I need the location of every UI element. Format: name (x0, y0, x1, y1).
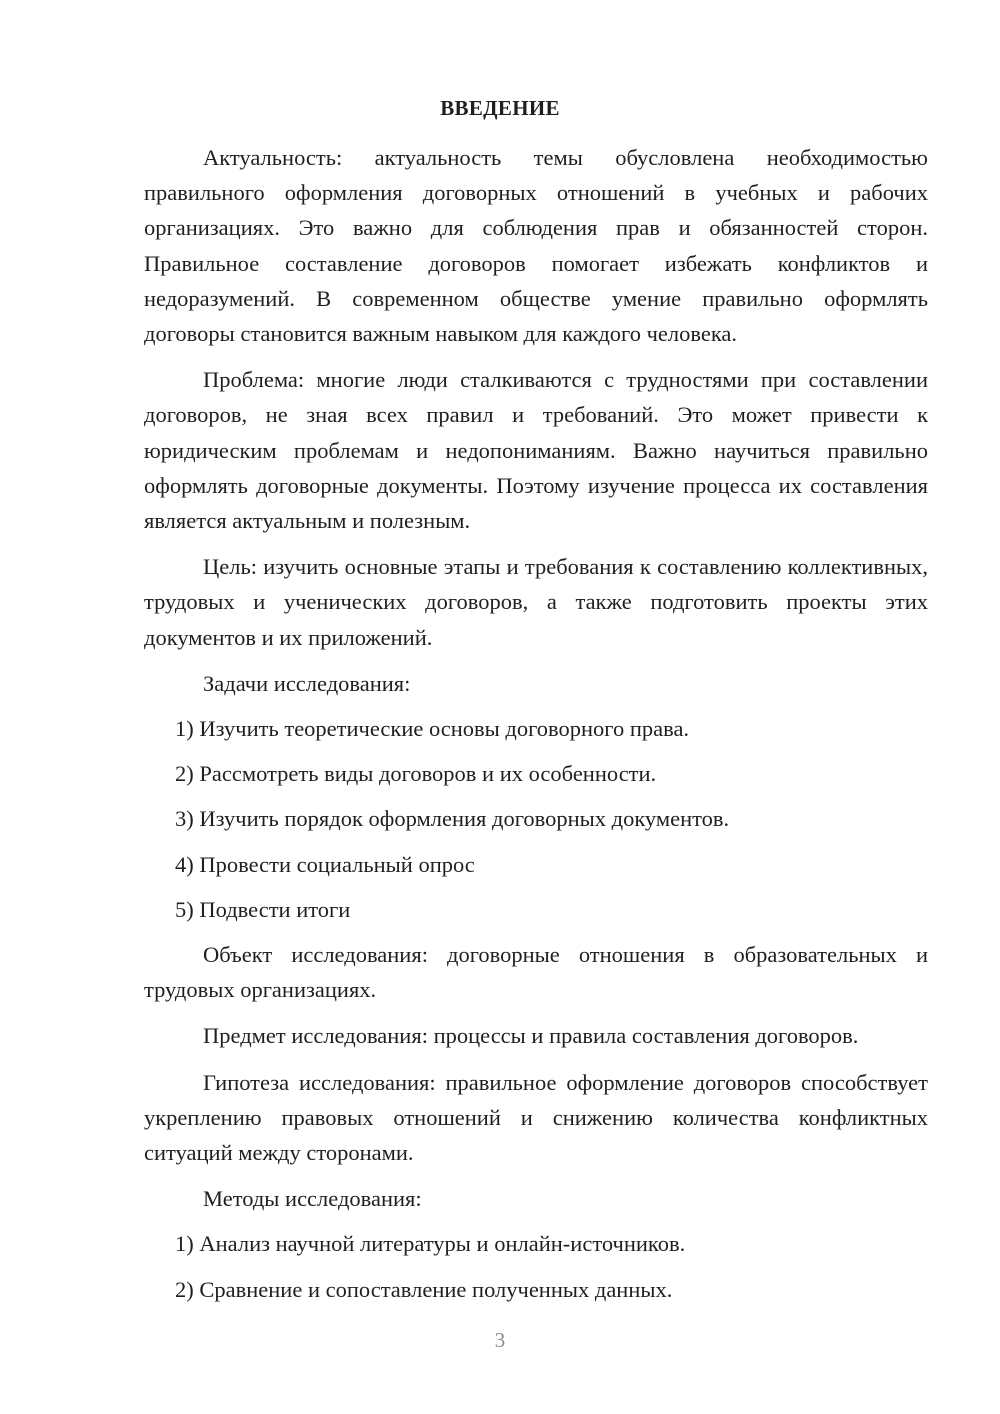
hypothesis-paragraph: Гипотеза исследования: правильное оформление договоров способствует укреплению правовых отношений и снижению количества конфликтных ситуаций между сторонами. (144, 1069, 928, 1166)
methods-heading: Методы исследования: (203, 1186, 422, 1212)
task-item: 5) Подвести итоги (175, 896, 351, 922)
relevance-paragraph: Актуальность: актуальность темы обусловлена необходимостью правильного оформления договорных отношений в учебных и рабочих организациях. Это важно для соблюдения прав и обязанностей сторон. Правильное составление договоров помогает избежать конфликтов и недоразумений. В современном обществе умение правильно оформлять договоры становится важным навыком для каждого человека. (144, 145, 928, 347)
tasks-heading: Задачи исследования: (203, 670, 411, 696)
task-item: 1) Изучить теоретические основы договорного права. (175, 716, 690, 742)
page-number: 3 (494, 1328, 506, 1352)
section-title: ВВЕДЕНИЕ (440, 96, 560, 120)
task-item: 3) Изучить порядок оформления договорных документов. (175, 806, 730, 832)
method-item: 2) Сравнение и сопоставление полученных данных. (175, 1276, 673, 1302)
task-item: 4) Провести социальный опрос (175, 851, 475, 877)
document-body (144, 140, 928, 1317)
object-paragraph: Объект исследования: договорные отношения в образовательных и трудовых организациях. (144, 942, 928, 1003)
subject-paragraph: Предмет исследования: процессы и правила составления договоров. (203, 1023, 859, 1049)
goal-paragraph: Цель: изучить основные этапы и требования к составлению коллективных, трудовых и ученических договоров, а также подготовить проекты этих документов и их приложений. (144, 554, 928, 650)
problem-paragraph: Проблема: многие люди сталкиваются с трудностями при составлении договоров, не зная всех правил и требований. Это может привести к юридическим проблемам и недопониманиям. Важно научиться правильно оформлять договорные документы. Поэтому изучение процесса их составления является актуальным и полезным. (144, 367, 928, 534)
method-item: 1) Анализ научной литературы и онлайн-источников. (175, 1231, 686, 1257)
task-item: 2) Рассмотреть виды договоров и их особенности. (175, 761, 657, 787)
